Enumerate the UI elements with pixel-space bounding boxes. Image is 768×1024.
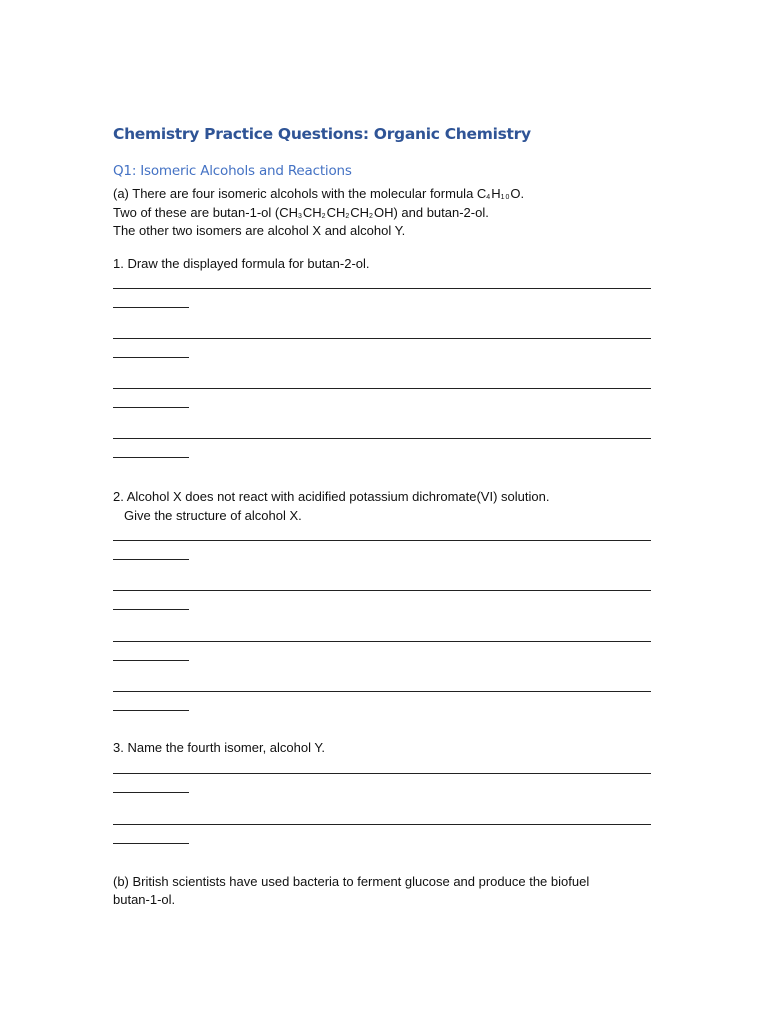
answer-line[interactable] — [113, 691, 651, 717]
answer-line[interactable] — [113, 641, 651, 667]
answer-line[interactable] — [113, 438, 651, 464]
intro-line-butanols: Two of these are butan-1-ol (CH3CH2CH2CH2OH) and butan-2-ol. — [113, 205, 489, 220]
part-b-text-line-1: (b) British scientists have used bacteria to ferment glucose and produce the biofuel — [113, 874, 590, 889]
answer-line[interactable] — [113, 540, 651, 566]
part-3-question: 3. Name the fourth isomer, alcohol Y. — [113, 740, 325, 755]
answer-line[interactable] — [113, 288, 651, 314]
document-title: Chemistry Practice Questions: Organic Chemistry — [113, 125, 531, 143]
intro-line-formula: (a) There are four isomeric alcohols with the molecular formula C4H10O. — [113, 186, 525, 201]
part-b-text-line-2: butan-1-ol. — [113, 892, 176, 907]
answer-line[interactable] — [113, 388, 651, 414]
answer-line[interactable] — [113, 590, 651, 616]
part-2-question: 2. Alcohol X does not react with acidified potassium dichromate(VI) solution. — [113, 489, 550, 504]
question-heading: Q1: Isomeric Alcohols and Reactions — [113, 163, 352, 179]
part-2-instruction: Give the structure of alcohol X. — [124, 508, 302, 523]
part-1-question: 1. Draw the displayed formula for butan-2-ol. — [113, 256, 370, 271]
intro-line-isomers: The other two isomers are alcohol X and alcohol Y. — [113, 223, 406, 238]
answer-line[interactable] — [113, 338, 651, 364]
answer-line[interactable] — [113, 824, 651, 850]
answer-line[interactable] — [113, 773, 651, 799]
